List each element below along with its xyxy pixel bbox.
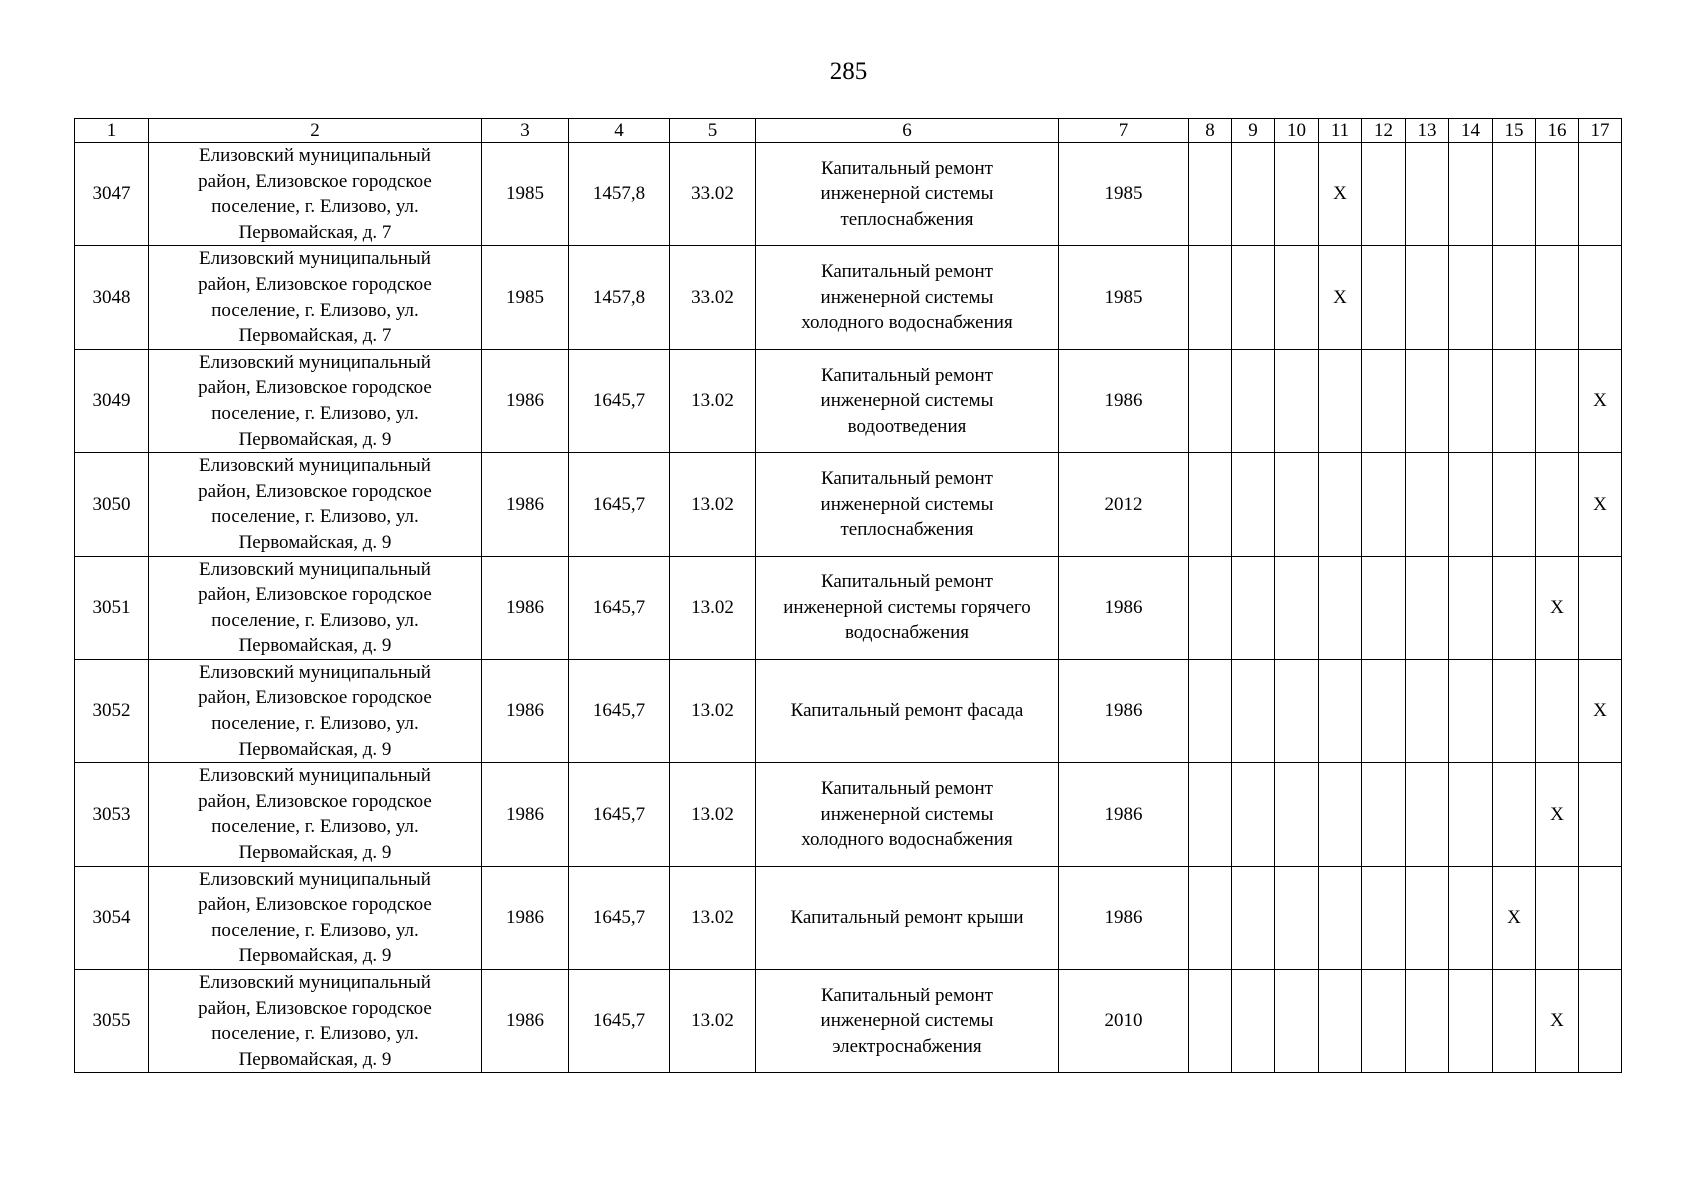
address-cell-line: Первомайская, д. 9 <box>238 945 392 967</box>
address-cell-line: Первомайская, д. 9 <box>238 738 392 760</box>
mark-cell <box>1536 349 1579 452</box>
mark-cell <box>1406 246 1449 349</box>
column-number-header: 5 <box>670 119 756 143</box>
address-cell-line: Первомайская, д. 9 <box>238 842 392 864</box>
area-cell: 1645,7 <box>569 866 670 969</box>
work-type-cell <box>756 556 1059 659</box>
mark-cell <box>1493 453 1536 556</box>
area-cell: 1645,7 <box>569 556 670 659</box>
address-cell-line: Елизовский муниципальный <box>199 145 431 166</box>
mark-cell <box>1275 763 1319 866</box>
mark-cell <box>1275 143 1319 246</box>
address-cell-line: Елизовский муниципальный <box>199 455 431 477</box>
column-number-header: 4 <box>569 119 670 143</box>
mark-cell <box>1232 866 1275 969</box>
mark-cell <box>1275 866 1319 969</box>
mark-cell: X <box>1579 453 1622 556</box>
address-cell-line: район, Елизовское городское <box>198 480 432 502</box>
table-body <box>75 119 1622 1073</box>
column-number-header: 13 <box>1406 119 1449 143</box>
mark-cell <box>1406 143 1449 246</box>
work-type-cell <box>756 246 1059 349</box>
area-cell: 1457,8 <box>569 246 670 349</box>
work-type-cell-line: инженерной системы <box>820 1010 994 1032</box>
table-row <box>75 763 1622 866</box>
address-cell-line: район, Елизовское городское <box>198 997 432 1019</box>
address-cell-line: Елизовский муниципальный <box>199 558 431 580</box>
mark-cell <box>1449 659 1493 762</box>
code-cell: 33.02 <box>670 143 756 246</box>
mark-cell <box>1232 453 1275 556</box>
code-cell: 33.02 <box>670 246 756 349</box>
mark-cell <box>1232 763 1275 866</box>
table-row <box>75 556 1622 659</box>
mark-cell <box>1319 349 1362 452</box>
mark-cell <box>1232 246 1275 349</box>
work-type-cell <box>756 659 1059 762</box>
address-cell-line: Первомайская, д. 9 <box>238 1048 392 1070</box>
mark-cell <box>1189 659 1232 762</box>
mark-cell <box>1579 143 1622 246</box>
column-number-header: 3 <box>482 119 569 143</box>
mark-cell <box>1449 866 1493 969</box>
table-row <box>75 453 1622 556</box>
address-cell-line: Первомайская, д. 7 <box>238 221 392 243</box>
mark-cell <box>1189 143 1232 246</box>
mark-cell <box>1189 970 1232 1073</box>
address-cell-line: поселение, г. Елизово, ул. <box>211 609 419 631</box>
work-type-cell-line: Капитальный ремонт <box>820 261 993 283</box>
year-built-cell: 1985 <box>482 246 569 349</box>
table-row <box>75 970 1622 1073</box>
year-built-cell: 1986 <box>482 659 569 762</box>
address-cell-line: Первомайская, д. 9 <box>238 635 392 657</box>
code-cell: 13.02 <box>670 659 756 762</box>
mark-cell: X <box>1493 866 1536 969</box>
address-cell-line: поселение, г. Елизово, ул. <box>211 713 419 735</box>
address-cell-line: Первомайская, д. 9 <box>238 531 392 553</box>
mark-cell: X <box>1319 143 1362 246</box>
work-type-cell-line: Капитальный ремонт <box>820 571 993 593</box>
address-cell-line: район, Елизовское городское <box>198 687 432 709</box>
year-last-repair-cell: 2010 <box>1059 970 1189 1073</box>
column-number-header: 17 <box>1579 119 1622 143</box>
column-number-header: 16 <box>1536 119 1579 143</box>
work-type-cell <box>756 970 1059 1073</box>
work-type-cell <box>756 763 1059 866</box>
mark-cell <box>1493 143 1536 246</box>
mark-cell <box>1319 866 1362 969</box>
mark-cell <box>1189 453 1232 556</box>
column-number-header: 12 <box>1362 119 1406 143</box>
mark-cell <box>1449 246 1493 349</box>
year-built-cell: 1986 <box>482 453 569 556</box>
area-cell: 1645,7 <box>569 763 670 866</box>
column-number-header: 1 <box>75 119 149 143</box>
work-type-cell-line: водоотведения <box>847 415 967 437</box>
address-cell <box>149 970 482 1073</box>
mark-cell <box>1362 659 1406 762</box>
work-type-cell-line: теплоснабжения <box>840 519 974 541</box>
mark-cell <box>1189 349 1232 452</box>
repair-schedule-table <box>74 118 1622 1073</box>
row-number: 3049 <box>75 349 149 452</box>
mark-cell <box>1362 763 1406 866</box>
mark-cell: X <box>1319 246 1362 349</box>
address-cell-line: район, Елизовское городское <box>198 790 432 812</box>
column-number-header: 7 <box>1059 119 1189 143</box>
row-number: 3051 <box>75 556 149 659</box>
address-cell-line: Елизовский муниципальный <box>199 351 431 373</box>
work-type-cell-line: инженерной системы <box>820 493 994 515</box>
work-type-cell <box>756 866 1059 969</box>
year-built-cell: 1986 <box>482 866 569 969</box>
work-type-cell <box>756 349 1059 452</box>
work-type-cell-line: теплоснабжения <box>840 208 974 230</box>
mark-cell <box>1362 349 1406 452</box>
mark-cell <box>1232 970 1275 1073</box>
mark-cell <box>1275 659 1319 762</box>
mark-cell <box>1536 143 1579 246</box>
mark-cell <box>1406 866 1449 969</box>
year-last-repair-cell: 1985 <box>1059 143 1189 246</box>
work-type-cell-line: холодного водоснабжения <box>801 829 1013 851</box>
year-last-repair-cell: 1986 <box>1059 763 1189 866</box>
year-last-repair-cell: 1986 <box>1059 556 1189 659</box>
work-type-cell-line: инженерной системы <box>820 183 994 205</box>
area-cell: 1645,7 <box>569 659 670 762</box>
mark-cell <box>1493 659 1536 762</box>
row-number: 3050 <box>75 453 149 556</box>
column-number-header: 11 <box>1319 119 1362 143</box>
mark-cell <box>1275 453 1319 556</box>
mark-cell: X <box>1536 970 1579 1073</box>
row-number: 3054 <box>75 866 149 969</box>
mark-cell <box>1362 453 1406 556</box>
address-cell <box>149 556 482 659</box>
address-cell-line: поселение, г. Елизово, ул. <box>211 196 419 218</box>
work-type-cell-line: водоснабжения <box>844 622 970 644</box>
work-type-cell-line: электроснабжения <box>832 1035 982 1057</box>
work-type-cell-line: инженерной системы горячего <box>783 596 1031 618</box>
mark-cell <box>1275 349 1319 452</box>
mark-cell <box>1449 143 1493 246</box>
mark-cell <box>1493 970 1536 1073</box>
column-number-header: 8 <box>1189 119 1232 143</box>
address-cell-line: район, Елизовское городское <box>198 377 432 399</box>
address-cell-line: Елизовский муниципальный <box>199 972 431 993</box>
mark-cell <box>1362 970 1406 1073</box>
mark-cell <box>1406 763 1449 866</box>
address-cell-line: район, Елизовское городское <box>198 894 432 916</box>
mark-cell: X <box>1536 556 1579 659</box>
work-type-cell-line: холодного водоснабжения <box>801 312 1013 334</box>
table-row <box>75 659 1622 762</box>
mark-cell <box>1406 556 1449 659</box>
mark-cell <box>1536 246 1579 349</box>
row-number: 3055 <box>75 970 149 1073</box>
mark-cell <box>1536 866 1579 969</box>
address-cell <box>149 453 482 556</box>
work-type-cell-line: инженерной системы <box>820 803 994 825</box>
address-cell-line: район, Елизовское городское <box>198 584 432 606</box>
address-cell <box>149 143 482 246</box>
address-cell-line: поселение, г. Елизово, ул. <box>211 299 419 321</box>
mark-cell <box>1449 349 1493 452</box>
row-number: 3053 <box>75 763 149 866</box>
mark-cell <box>1362 143 1406 246</box>
mark-cell <box>1536 453 1579 556</box>
code-cell: 13.02 <box>670 970 756 1073</box>
address-cell-line: Елизовский муниципальный <box>199 868 431 890</box>
mark-cell: X <box>1579 349 1622 452</box>
mark-cell <box>1406 970 1449 1073</box>
mark-cell <box>1319 556 1362 659</box>
address-cell <box>149 349 482 452</box>
table-row <box>75 349 1622 452</box>
address-cell-line: Елизовский муниципальный <box>199 248 431 270</box>
code-cell: 13.02 <box>670 556 756 659</box>
table-row <box>75 866 1622 969</box>
code-cell: 13.02 <box>670 763 756 866</box>
row-number: 3048 <box>75 246 149 349</box>
address-cell-line: Первомайская, д. 9 <box>238 428 392 450</box>
work-type-cell <box>756 453 1059 556</box>
mark-cell <box>1319 453 1362 556</box>
column-number-header: 6 <box>756 119 1059 143</box>
mark-cell <box>1189 556 1232 659</box>
mark-cell <box>1362 246 1406 349</box>
mark-cell <box>1493 349 1536 452</box>
row-number: 3047 <box>75 143 149 246</box>
mark-cell <box>1406 659 1449 762</box>
year-last-repair-cell: 1985 <box>1059 246 1189 349</box>
page-number: 285 <box>829 58 868 85</box>
mark-cell <box>1319 970 1362 1073</box>
mark-cell <box>1406 349 1449 452</box>
mark-cell <box>1449 763 1493 866</box>
code-cell: 13.02 <box>670 866 756 969</box>
work-type-cell-line: Капитальный ремонт <box>820 984 993 1006</box>
table-row <box>75 246 1622 349</box>
mark-cell <box>1493 246 1536 349</box>
area-cell: 1645,7 <box>569 453 670 556</box>
address-cell <box>149 763 482 866</box>
mark-cell: X <box>1536 763 1579 866</box>
mark-cell <box>1579 246 1622 349</box>
work-type-cell-line: Капитальный ремонт <box>820 467 993 489</box>
column-number-header: 2 <box>149 119 482 143</box>
mark-cell <box>1232 556 1275 659</box>
address-cell-line: поселение, г. Елизово, ул. <box>211 816 419 838</box>
mark-cell <box>1579 763 1622 866</box>
mark-cell <box>1406 453 1449 556</box>
mark-cell <box>1319 659 1362 762</box>
column-number-header: 10 <box>1275 119 1319 143</box>
mark-cell <box>1189 246 1232 349</box>
address-cell-line: поселение, г. Елизово, ул. <box>211 919 419 941</box>
address-cell-line: район, Елизовское городское <box>198 170 432 192</box>
table-row <box>75 143 1622 246</box>
mark-cell <box>1362 556 1406 659</box>
work-type-cell-line: инженерной системы <box>820 286 994 308</box>
address-cell <box>149 866 482 969</box>
work-type-cell-line: Капитальный ремонт крыши <box>790 907 1024 929</box>
address-cell <box>149 246 482 349</box>
address-cell-line: поселение, г. Елизово, ул. <box>211 1023 419 1045</box>
address-cell-line: Елизовский муниципальный <box>199 765 431 787</box>
row-number: 3052 <box>75 659 149 762</box>
mark-cell <box>1232 349 1275 452</box>
column-number-header: 9 <box>1232 119 1275 143</box>
mark-cell <box>1189 866 1232 969</box>
mark-cell <box>1232 659 1275 762</box>
address-cell-line: поселение, г. Елизово, ул. <box>211 402 419 424</box>
mark-cell <box>1275 246 1319 349</box>
year-built-cell: 1986 <box>482 763 569 866</box>
mark-cell <box>1275 970 1319 1073</box>
code-cell: 13.02 <box>670 453 756 556</box>
year-built-cell: 1986 <box>482 970 569 1073</box>
mark-cell <box>1275 556 1319 659</box>
address-cell-line: Елизовский муниципальный <box>199 661 431 683</box>
year-built-cell: 1985 <box>482 143 569 246</box>
year-built-cell: 1986 <box>482 556 569 659</box>
mark-cell <box>1493 763 1536 866</box>
mark-cell <box>1579 866 1622 969</box>
work-type-cell-line: Капитальный ремонт <box>820 157 993 179</box>
mark-cell <box>1319 763 1362 866</box>
address-cell <box>149 659 482 762</box>
mark-cell <box>1189 763 1232 866</box>
work-type-cell <box>756 143 1059 246</box>
mark-cell <box>1493 556 1536 659</box>
mark-cell <box>1362 866 1406 969</box>
column-number-header: 14 <box>1449 119 1493 143</box>
address-cell-line: Первомайская, д. 7 <box>238 325 392 347</box>
mark-cell <box>1449 556 1493 659</box>
code-cell: 13.02 <box>670 349 756 452</box>
mark-cell <box>1449 453 1493 556</box>
work-type-cell-line: Капитальный ремонт <box>820 364 993 386</box>
work-type-cell-line: Капитальный ремонт фасада <box>790 700 1024 722</box>
mark-cell: X <box>1579 659 1622 762</box>
year-built-cell: 1986 <box>482 349 569 452</box>
year-last-repair-cell: 2012 <box>1059 453 1189 556</box>
column-number-row <box>75 119 1622 143</box>
mark-cell <box>1579 970 1622 1073</box>
column-number-header: 15 <box>1493 119 1536 143</box>
year-last-repair-cell: 1986 <box>1059 349 1189 452</box>
mark-cell <box>1536 659 1579 762</box>
year-last-repair-cell: 1986 <box>1059 659 1189 762</box>
work-type-cell-line: инженерной системы <box>820 390 994 412</box>
work-type-cell-line: Капитальный ремонт <box>820 778 993 800</box>
area-cell: 1645,7 <box>569 349 670 452</box>
mark-cell <box>1579 556 1622 659</box>
address-cell-line: поселение, г. Елизово, ул. <box>211 506 419 528</box>
area-cell: 1457,8 <box>569 143 670 246</box>
mark-cell <box>1232 143 1275 246</box>
area-cell: 1645,7 <box>569 970 670 1073</box>
mark-cell <box>1449 970 1493 1073</box>
year-last-repair-cell: 1986 <box>1059 866 1189 969</box>
address-cell-line: район, Елизовское городское <box>198 273 432 295</box>
